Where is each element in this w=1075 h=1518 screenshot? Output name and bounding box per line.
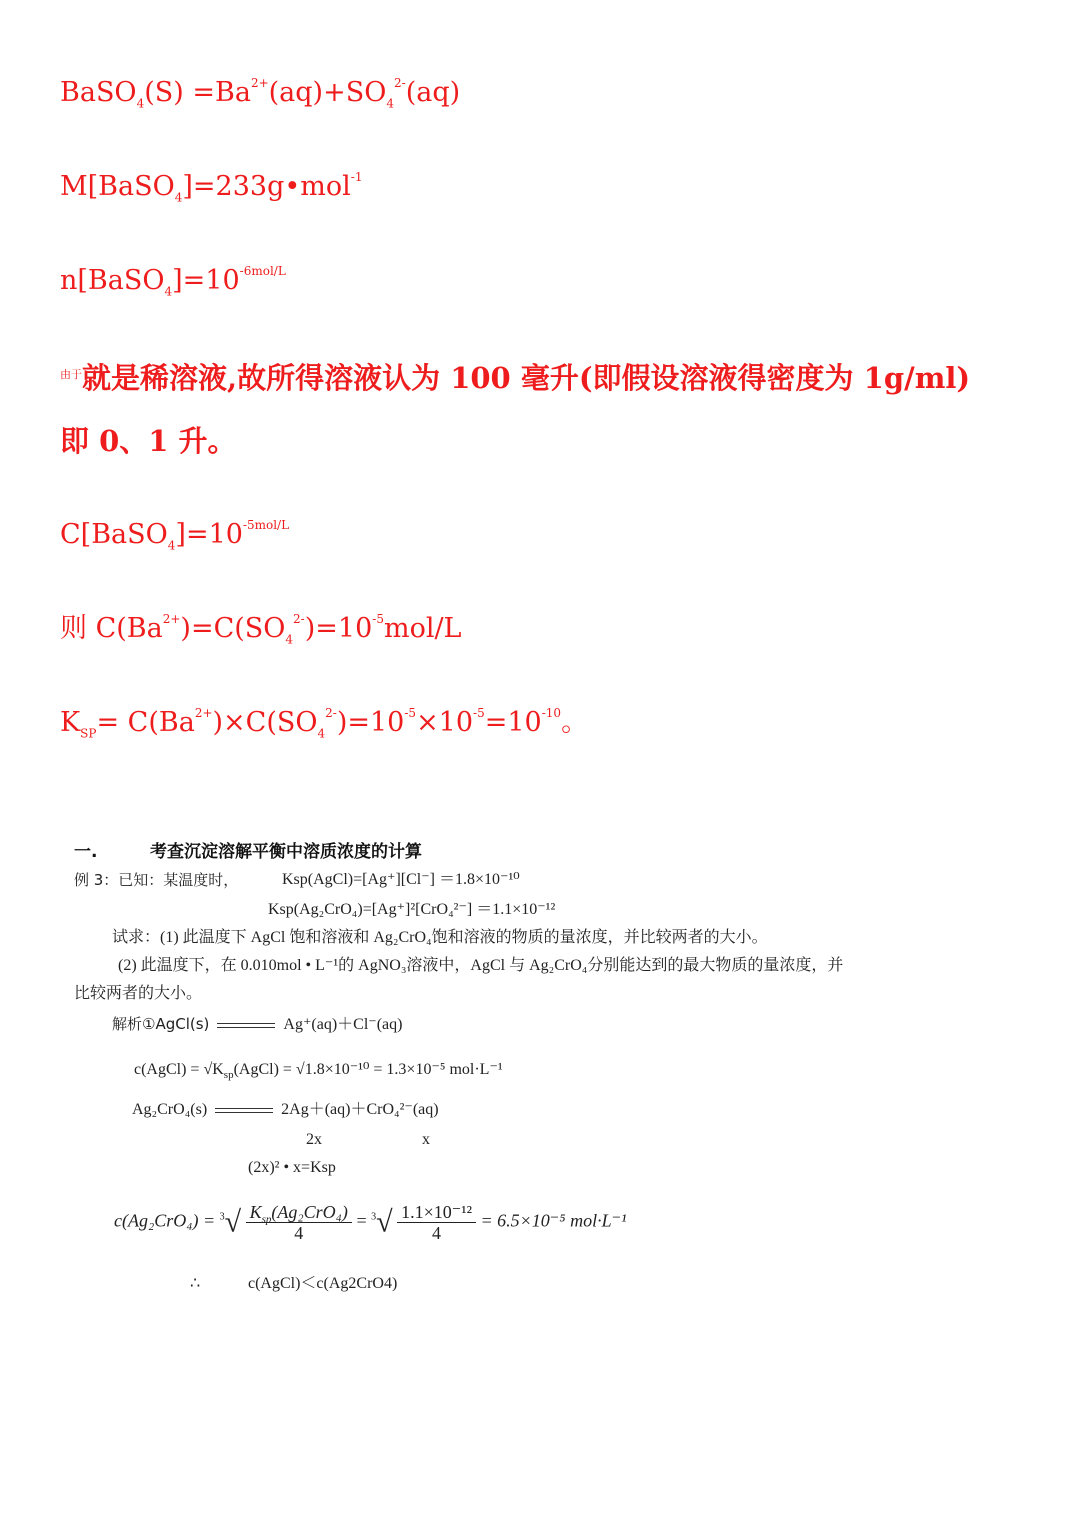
ksp-agcl: Ksp(AgCl)=[Ag⁺][Cl⁻] ＝1.8×10⁻¹⁰ bbox=[282, 871, 520, 888]
calc-agcl: c(AgCl) = $√K_{sp}(AgCl) = √1.8\times 10^{-10} = 1.3\times 10^{-5}$ mol·L⁻¹ bbox=[134, 1061, 503, 1082]
concentration-line: $C[BaSO_4]=10^{-5mol/L}$ bbox=[60, 518, 290, 553]
therefore-symbol: ∴ bbox=[190, 1275, 201, 1292]
var-x: x bbox=[422, 1131, 430, 1148]
amount-line: $n[BaSO_4]=10^{-6mol/L}$ bbox=[60, 264, 286, 299]
section-heading-number: 一. bbox=[74, 842, 98, 862]
solution-eq2: Ag₂CrO₄(s) 2Ag＋(aq)＋CrO₄²⁻(aq) bbox=[132, 1101, 439, 1118]
root-icon: √ bbox=[224, 1205, 242, 1239]
equilibrium-equation: BaSO$_4$(S) $=Ba^{2+}(aq)+SO_4^{2-}(aq)$ bbox=[60, 76, 461, 111]
ksp-equation: (2x)² • x=Ksp bbox=[248, 1159, 336, 1176]
assumption-line: $^{由于}$就是稀溶液,故所得溶液认为 100 毫升(即假设溶液得密度为 1g/ml) bbox=[60, 361, 971, 395]
equilibrium-arrow-icon-2 bbox=[215, 1105, 273, 1115]
fraction-1: $\frac{K_{sp}(Ag_2CrO_4)}{4}$ bbox=[246, 1202, 352, 1243]
ksp-ag2cro4: Ksp(Ag₂CrO₄)=[Ag⁺]²[CrO₄²⁻] ＝1.1×10⁻¹² bbox=[268, 901, 556, 918]
conclusion: c(AgCl)＜c(Ag2CrO4) bbox=[248, 1275, 398, 1292]
ion-concentration-line: 则 $C(Ba^{2+})=C(SO_4^{2-})=10^{-5}mol/L$ bbox=[60, 612, 462, 647]
equilibrium-arrow-icon bbox=[217, 1020, 275, 1030]
ksp-line: $K_{SP}= C(Ba^{2+})\times C(SO_4^{2-})=10^{-5}\times 10^{-5}=10^{-10}$。 bbox=[60, 706, 589, 741]
question-2-cont: 比较两者的大小。 bbox=[74, 985, 203, 1002]
cube-root-calc: c(Ag₂CrO₄) = $^3$√ $\frac{K_{sp}(Ag_2CrO_4)}{4}$ = $^3$√ $\frac{\text{1.1×10⁻¹²}}{4}$ = 6.5×10⁻⁵ mol·L⁻¹ bbox=[114, 1202, 627, 1243]
molar-mass-line: M[BaSO$_4$]=233g•mol$^{-1}$ bbox=[60, 170, 363, 205]
volume-line: 即 0、1 升。 bbox=[60, 424, 237, 458]
example-label: 例 3：已知：某温度时， bbox=[74, 871, 239, 889]
root-icon-2: √ bbox=[376, 1205, 393, 1239]
question-1: 试求：(1) 此温度下 AgCl 饱和溶液和 Ag₂CrO₄饱和溶液的物质的量浓度，并比较两者的大小。 bbox=[112, 929, 768, 946]
section-heading: 考查沉淀溶解平衡中溶质浓度的计算 bbox=[150, 842, 422, 862]
fraction-2: $\frac{\text{1.1×10⁻¹²}}{4}$ bbox=[397, 1202, 476, 1243]
question-2: (2) 此温度下，在 0.010mol • L⁻¹的 AgNO₃溶液中，AgCl 与 Ag₂CrO₄分别能达到的最大物质的量浓度，并 bbox=[118, 957, 844, 974]
solution-eq1: 解析①AgCl(s) Ag⁺(aq)＋Cl⁻(aq) bbox=[112, 1015, 403, 1033]
var-2x: 2x bbox=[306, 1131, 322, 1148]
